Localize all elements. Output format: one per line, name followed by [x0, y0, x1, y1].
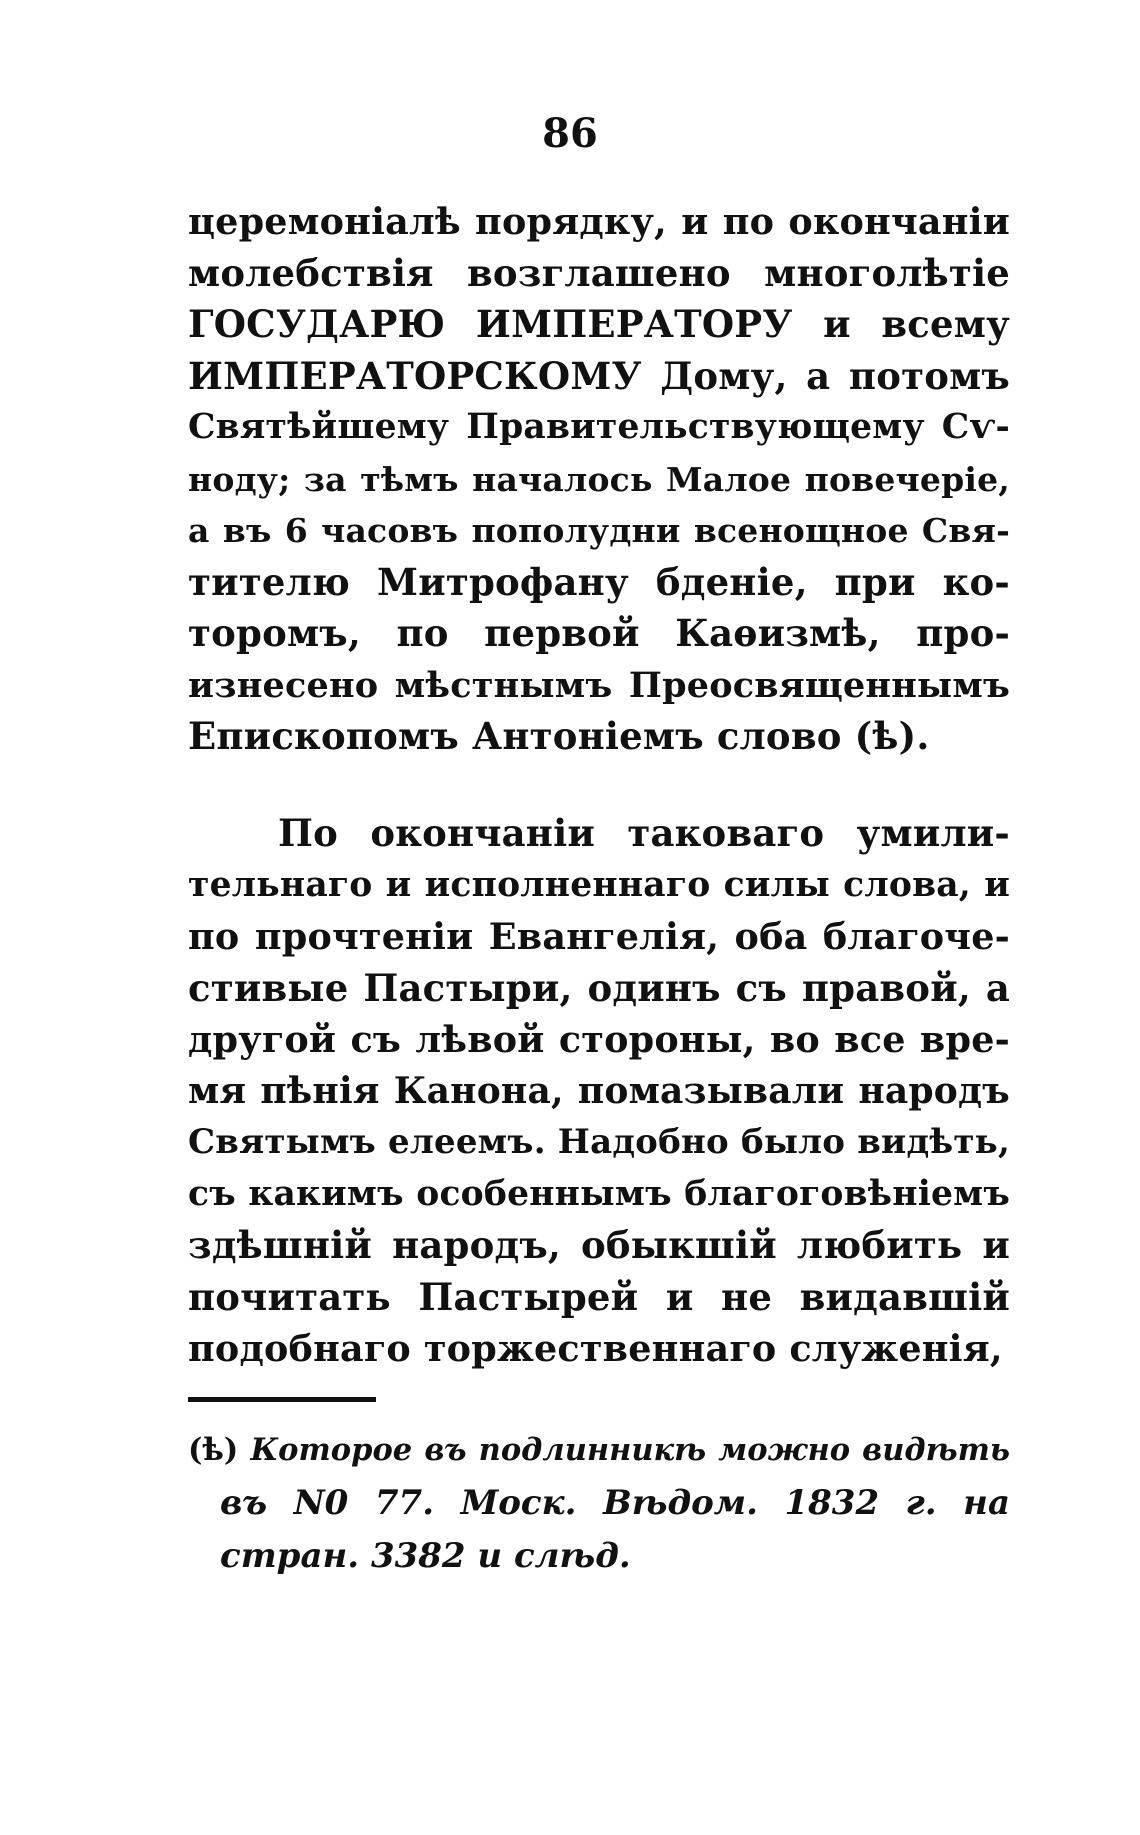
- text-line: а въ 6 часовъ пополудни всенощное Свя-: [188, 511, 1010, 550]
- text-line: подобнаго торжественнаго служенія,: [188, 1327, 1003, 1370]
- footnote-mark: (ѣ): [188, 1432, 239, 1468]
- text-line: ноду; за тѣмъ началось Малое повечеріе,: [188, 459, 1010, 499]
- text-line: Святымъ елеемъ. Надобно было видѣть,: [188, 1122, 1010, 1162]
- page-number: 86: [542, 110, 598, 157]
- text-line: почитать Пастырей и не видавшій: [188, 1274, 1010, 1319]
- text-line: съ какимъ особеннымъ благоговѣніемъ: [188, 1173, 1010, 1214]
- text-line: Святѣйшему Правительствующему Сѵ-: [188, 407, 1010, 447]
- footnote-text: Которое въ подлинникѣ можно видѣть: [250, 1432, 1010, 1468]
- text-line: тельнаго и исполненнаго силы слова, и: [188, 864, 1010, 905]
- text-line: церемоніалѣ порядку, и по окончаніи: [188, 200, 1010, 243]
- text-line: ГОСУДАРЮ ИМПЕРАТОРУ и всему: [188, 302, 1010, 346]
- footnote-line: стран. 3382 и слѣд.: [220, 1536, 631, 1576]
- paragraph-2: [188, 808, 1010, 1375]
- text-line: по прочтеніи Евангелія, оба благоче-: [188, 915, 1010, 958]
- footnote-separator: [188, 1397, 376, 1402]
- footnote-line: [188, 1424, 1010, 1477]
- footnote-line: въ N0 77. Моск. Вѣдом. 1832 г. на: [220, 1483, 1010, 1523]
- text-line: другой съ лѣвой стороны, во все вре-: [188, 1018, 1010, 1061]
- text-line: тителю Митрофану бденіе, при ко-: [188, 559, 1010, 604]
- text-line: стивые Пастыри, одинъ съ правой, а: [188, 965, 1010, 1010]
- text-line: Епископомъ Антоніемъ слово (ѣ).: [188, 714, 930, 758]
- footnote: [188, 1424, 1010, 1583]
- text-line: изнесено мѣстнымъ Преосвященнымъ: [188, 664, 1010, 706]
- text-line: торомъ, по первой Каѳизмѣ, про-: [188, 611, 1010, 655]
- text-line: молебствія возглашено многолѣтіе: [188, 250, 1010, 295]
- text-line: По окончаніи таковаго умили-: [278, 811, 1010, 855]
- text-line: здѣшній народъ, обыкшій любить и: [188, 1223, 1010, 1267]
- text-line: ИМПЕРАТОРСКОМУ Дому, а потомъ: [188, 353, 1010, 398]
- text-line: мя пѣнія Канона, помазывали народъ: [188, 1069, 1010, 1112]
- paragraph-1: [188, 196, 1010, 763]
